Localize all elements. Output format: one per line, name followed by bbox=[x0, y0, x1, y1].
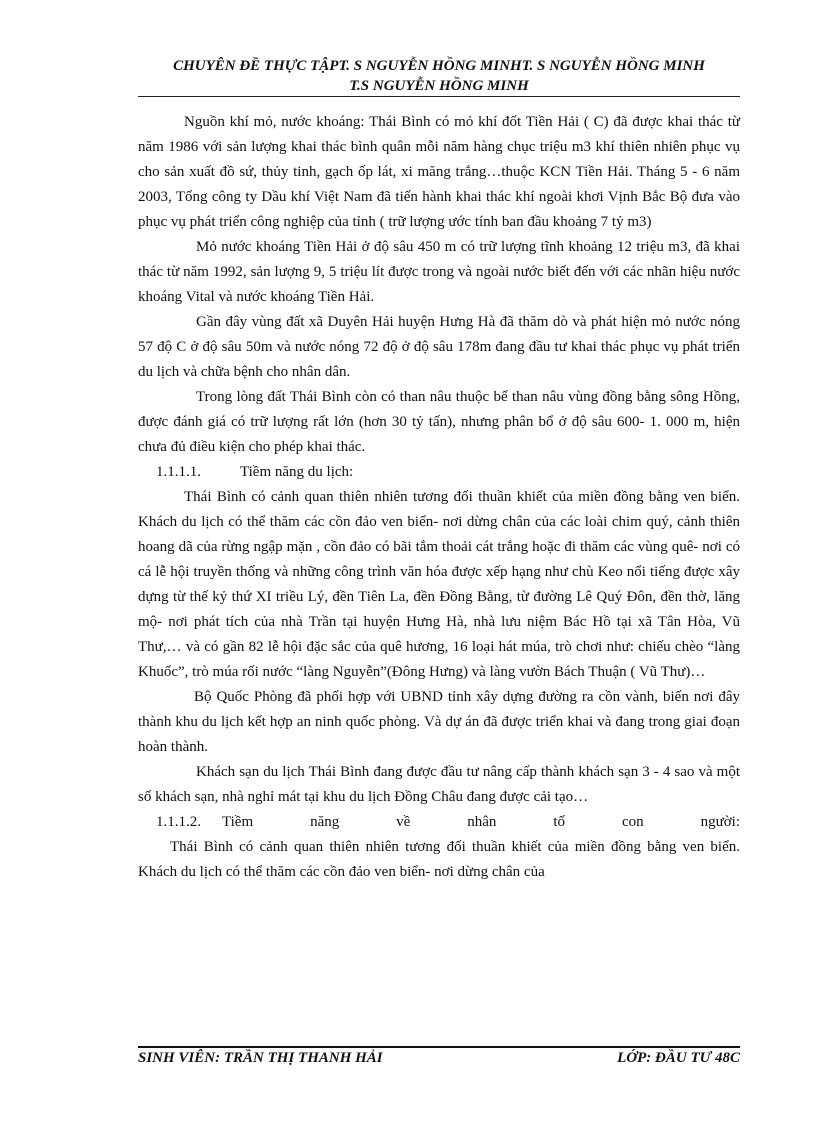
paragraph-coal: Trong lòng đất Thái Bình còn có than nâu thuộc bể than nâu vùng đồng bằng sông Hồng, được đánh giá có trữ lượng rất lớn (hơn 30 tỷ tấn), nhưng phân bổ ở độ sâu 600- 1. 000 m, hiện chưa đủ điều kiện cho phép khai thác. bbox=[138, 389, 740, 455]
section-heading-human-factors bbox=[138, 810, 740, 835]
paragraph-natural-gas: Nguồn khí mỏ, nước khoáng: Thái Bình có mỏ khí đốt Tiền Hải ( C) đã được khai thác từ năm 1986 với sản lượng khai thác bình quân mỗi năm hàng chục triệu m3 khí thiên nhiên phục vụ cho sản xuất đồ sứ, thủy tinh, gạch ốp lát, xi măng trắng…thuộc KCN Tiền Hải. Tháng 5 - 6 năm 2003, Tổng công ty Dầu khí Việt Nam đã tiến hành khai thác khí ngoài khơi Vịnh Bắc Bộ đưa vào phục vụ phát triển công nghiệp của tỉnh ( trữ lượng ước tính ban đầu khoảng 7 tỷ m3) bbox=[138, 114, 740, 230]
section-number: 1.1.1.1. bbox=[156, 464, 201, 480]
header-title-line-1: CHUYÊN ĐỀ THỰC TẬPT. S NGUYỄN HỒNG MINHT. S NGUYỄN HỒNG MINH bbox=[173, 58, 705, 74]
section-title: Tiềm năng về nhân tố con người: bbox=[222, 814, 740, 830]
paragraph-hot-springs: Gần đây vùng đất xã Duyên Hải huyện Hưng Hà đã thăm dò và phát hiện mỏ nước nóng 57 độ C ở độ sâu 50m và nước nóng 72 độ ở độ sâu 178m đang đầu tư khai thác phục vụ phát triển du lịch và chữa bệnh cho nhân dân. bbox=[138, 314, 740, 380]
header-title-line-2: T.S NGUYỄN HỒNG MINH bbox=[349, 78, 529, 94]
header-divider bbox=[138, 96, 740, 97]
paragraph-mineral-water: Mỏ nước khoáng Tiền Hải ở độ sâu 450 m có trữ lượng tĩnh khoảng 12 triệu m3, đã khai thác từ năm 1992, sản lượng 9, 5 triệu lít được trong và ngoài nước biết đến với các nhãn hiệu nước khoáng Vital và nước khoáng Tiền Hải. bbox=[138, 239, 740, 305]
page-header bbox=[138, 56, 740, 96]
footer-student-name: SINH VIÊN: TRẦN THỊ THANH HẢI bbox=[138, 1050, 383, 1066]
paragraph-tourism: Thái Bình có cảnh quan thiên nhiên tương đối thuần khiết của miền đồng bằng ven biển. Khách du lịch có thể thăm các cồn đảo ven biển- nơi dừng chân của các loài chim quý, cảnh thiên hoang dã của rừng ngập mặn , cồn đảo có bãi tắm thoải cát trắng hoặc đi thăm các vùng quê- nơi có cá lễ hội truyền thống và những công trình văn hóa được xếp hạng như chù Keo nổi tiếng được xây dựng từ thế kỷ thứ XI triều Lý, đền Tiên La, đền Đồng Bằng, từ đường Lê Quý Đôn, đền thờ, lăng mộ- nơi phát tích của nhà Trần tại huyện Hưng Hà, nhà lưu niệm Bác Hồ tại xã Tân Hòa, Vũ Thư,… và có gần 82 lễ hội đặc sắc của quê hương, 16 loại hát múa, trò chơi như: chiếu chèo “làng Khuốc”, trò múa rối nước “làng Nguyễn”(Đông Hưng) và làng vườn Bách Thuận ( Vũ Thư)… bbox=[138, 489, 740, 680]
paragraph-landscape: Thái Bình có cảnh quan thiên nhiên tương đối thuần khiết của miền đồng bằng ven biển. Khách du lịch có thể thăm các cồn đảo ven biển- nơi dừng chân của bbox=[138, 839, 740, 880]
document-body bbox=[138, 110, 740, 885]
section-title: Tiềm năng du lịch: bbox=[240, 464, 354, 480]
section-number: 1.1.1.2. bbox=[156, 814, 201, 830]
paragraph-hotels: Khách sạn du lịch Thái Bình đang được đầu tư nâng cấp thành khách sạn 3 - 4 sao và một số khách sạn, nhà nghỉ mát tại khu du lịch Đồng Châu đang được cải tạo… bbox=[138, 764, 740, 805]
footer-class-name: LỚP: ĐẦU TƯ 48C bbox=[617, 1050, 740, 1066]
paragraph-defense-ministry: Bộ Quốc Phòng đã phối hợp với UBND tỉnh xây dựng đường ra cồn vành, biến nơi đây thành khu du lịch kết hợp an ninh quốc phòng. Và dự án đã được triển khai và đang trong giai đoạn hoàn thành. bbox=[138, 689, 740, 755]
section-heading-tourism bbox=[138, 460, 740, 485]
